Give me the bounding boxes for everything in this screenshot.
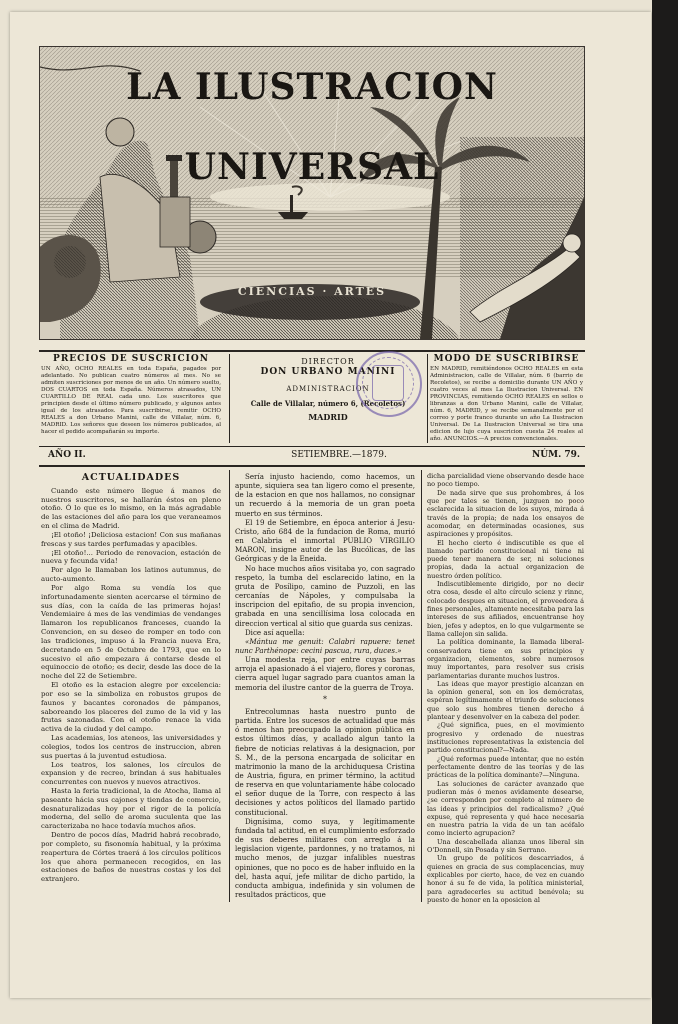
paragraph: Sería injusto haciendo, como hacemos, un apunte, siquiera sea tan ligero como el presente, de la estacion en que nos hallamos, no consignar un recuerdo á la memoria de un gran poeta muerto en sus términos.	[235, 472, 415, 518]
director-name: DON URBANO MANINI	[260, 367, 396, 377]
paragraph: Por algo Roma su vendía los que infortunadamente sienten acercarse el término de sus días, con la caída de las primeras hojas! Vendemiaire á mes de las vendimias de vendanges llamaron los republicanos franceses, cuando la Convencion, en su deseo de romper en todo con las tradiciones, impuso á la Francia nueva Era, decretando en 5 de Octubre de 1793, que en lo sucesivo el año empezara á contarse desde el equinoccio de otoño; es decir, desde las doce de la noche del 22 de Setiembre.	[41, 583, 221, 681]
rule-bottom	[39, 465, 585, 467]
paragraph: El otoño es la estacion alegre por excelencia: por eso se la simboliza en robustos grupos de faunos y bacantes coronados de pámpanos, saboreando los placeres del zumo de la vid y las frutas sazonadas. Con el otoño renace la vida activa de la ciudad y del campo.	[41, 681, 221, 734]
mode-heading: MODO DE SUSCRIBIRSE	[433, 354, 580, 364]
issue-date: SETIEMBRE.—1879.	[291, 450, 387, 460]
masthead-subtitle: CIENCIAS · ARTES	[237, 285, 387, 298]
paragraph: Hasta la feria tradicional, la de Atocha, llama al paseante hácia sus cajones y tiendas de comercio, desnaturalizadas hoy por el rigor de la policía moderna, del sello de aroma suculenta que las caracterizaba no hace todavía muchos años.	[41, 786, 221, 831]
subscription-heading: PRECIOS DE SUSCRICION	[53, 354, 209, 364]
article-heading: ACTUALIDADES	[81, 472, 181, 483]
paragraph: Por algo le llamaban los latinos autumnus, de aucto-aumento.	[41, 566, 221, 584]
paragraph: Dignísima, como suya, y legítimamente fundada tal actitud, en el cumplimiento esforzado de sus deberes militares con arreglo á la legislacion vigente, pardonnes, y no tratamos, ni mucho menos, de juzgar infalibles nuestras opiniones, que no poco es de haber influido en la del, hasta aquí, jefe militar de dicho partido, la conducta ambigua, indefinida y sin volumen de resultados prácticos, que	[235, 816, 415, 900]
article-column-1	[41, 472, 221, 884]
column-divider-2	[421, 470, 422, 902]
subscription-mode	[430, 356, 583, 443]
paragraph: Una descabellada alianza unos liberal sin O'Donnell, sin Posada y sin Serrano.	[427, 837, 584, 855]
administration-label: ADMINISTRACION	[286, 385, 370, 393]
issue-number: NÚM. 79.	[532, 450, 580, 460]
paragraph: ¿Qué significa, pues, en el movimiento progresivo y ordenado de nuestras instituciones representativas la existencia del partido constitucional?—Nada.	[427, 721, 584, 755]
masthead-title: LA ILUSTRACION UNIVERSAL	[126, 66, 498, 188]
issue-year: AÑO II.	[48, 450, 86, 460]
article-column-3	[427, 472, 584, 904]
paragraph: Las ideas que mayor prestigio alcanzan en la opinion general, son en los demócratas, espéran legítimamente el triunfo de soluciones que solo sus hombres tienen derecho á plantear y desenvolver en la cabeza del poder.	[427, 679, 584, 722]
paragraph: El 19 de Setiembre, en época anterior á Jesu-Cristo, año 684 de la fundacion de Roma, murió en Calabria el inmortal PUBLIO VIRGILIO MARON, insigne autor de las Bucólicas, de las Geórgicas y de la Eneida.	[235, 517, 415, 564]
admin-city: MADRID	[308, 412, 348, 422]
director-label: DIRECTOR	[301, 357, 355, 366]
column-divider-1	[229, 470, 230, 902]
article-column-2	[235, 472, 415, 899]
admin-address: Calle de Villalar, número 6, (Recoletos)	[250, 399, 406, 408]
paragraph: ¡El otoño!... Periodo de renovacion, estación de nueva y fecunda vida!	[41, 548, 221, 566]
stamp-crest	[372, 365, 404, 401]
paragraph: Indiscutiblemente dirigido, por no decir otra cosa, desde el alto círculo scienz y rinnc, colocado despues en situacion, el proveedora á fines personales, altamente necesitaba para las intereses de sus afiliados, encuentranse hoy bien, jefes y adeptos, en lo que vulgarmente se llama callejon sin salida.	[427, 580, 584, 638]
subscription-prices	[41, 356, 221, 436]
paragraph: ¡El otoño! ¡Deliciosa estacion! Con sus mañanas frescas y sus tardes perfumadas y apacibles.	[41, 530, 221, 548]
paragraph: Un grupo de políticos descarriados, á quienes en gracia de sus complacencias, muy explicables por cierto, hace, de vez en cuando honor á su fe de vida, la política ministerial, para agradecerles su actitud benévola; su puesto de honor en la oposicion al	[427, 854, 584, 904]
paragraph: Las academias, los ateneos, las universidades y colegios, todos los centros de instruccion, abren sus puertas á la juventud estudiosa.	[41, 734, 221, 760]
section-stars: *	[323, 694, 327, 704]
scan-border	[652, 0, 678, 1024]
paragraph: Cuando este número llegue á manos de nuestros suscritores, se hallarán éstos en pleno otoño. Ó lo que es lo mismo, en la más agradable de las estaciones del año para los que veraneamos en el clima de Madrid.	[41, 486, 221, 531]
paragraph: Una modesta reja, por entre cuyas barras arroja el apasionado á el viajero, flores y coronas, cierra aquel lugar sagrado para cuantos aman la memoria del ilustre cantor de la guerra de Troya.	[235, 655, 415, 692]
paragraph: Dice así aquella:	[245, 627, 305, 637]
subscription-text: UN AÑO, OCHO REALES en toda España, pagados por adelantado. No publican cuatro números al mes. No se admiten suscriciones por menos de un año. Un número suelto, DOS CUARTOS en toda España. Números atrasados, UN CUARTILLO DE REAL cada uno. Los suscritores que principien desde el último número publicado, y algunos antes igual de los atrasados. Para suscribirse, remitir OCHO REALES a don Urbano Manini, calle de Villalar, núm. 6, MADRID. Los señores que deseen los números publicados, al hacer el pedido acompañarán su importe.	[41, 366, 221, 435]
masthead-illustration	[39, 46, 585, 340]
paragraph: «Mántua me genuit: Calabri rapuere: tenet nunc Parthénope: cecini pascua, rura, duces.»	[235, 636, 415, 655]
paragraph: De nada sirve que sus prohombres, á los que por tales se tienen, juzguen no poco esclarecida la situacion de los suyos, mirada á través de la propia; de nada los ensayos de acomodar, en determinadas ocasiones, sus aspiraciones y propósitos.	[427, 488, 584, 539]
paragraph: Los teatros, los salones, los círculos de expansion y de recreo, brindan á sus habituales concurrentes con nuevos y nuevos atractivos.	[41, 760, 221, 787]
divider-2	[427, 354, 428, 443]
paragraph: La política dominante, la llamada liberal-conservadora tiene en sus principios y organizacion, elementos, sobre numerosos muy importantes, para resolver sus crisis parlamentarias durante muchos lustros.	[427, 638, 584, 680]
paragraph: Las soluciones de carácter avanzado que pudieran más ó menos avidamente desearse, ¿se corresponden por completo al número de las ideas y principios del radicalismo? ¿Qué expuse, qué representa y qué hace necesaria en nuestra patria la vida de un tan acéfalo como incierto agrupacion?	[427, 779, 584, 838]
paragraph: Dentro de pocos días, Madrid habrá recobrado, por completo, su fisonomía habitual, y la próxima reapertura de Córtes traerá á los círculos políticos los que ahora permanecen recogidos, en las estaciones de baños de nuestras costas y los del extranjero.	[41, 831, 221, 884]
mode-text: EN MADRID, remitiéndonos OCHO REALES en esta Administracion, calle de Villalar, núm. 6 (barrio de Recoletos), se recibe a domicilio durante UN AÑO y cuatro veces al mes La Ilustracion Universal. EN PROVINCIAS, remitiendo OCHO REALES en sellos o libranzas a don Urbano Manini, calle de Villalar, núm. 6, MADRID, y se recibe semanalmente por el correo y porte franco durante un año La Ilustracion Universal. De La Ilustracion Universal se tira una edicion de lujo cuya suscricion cuesta 24 reales al año. ANUNCIOS.—A precios convencionales.	[430, 366, 583, 442]
paragraph: ¿Qué reformas puede intentar, que no estén perfectamente dentro de las teorías y de las prácticas de la política dominante?—Ninguna.	[427, 754, 584, 780]
paragraph: Entrecolumnas hasta nuestro punto de partida. Entre los sucesos de actualidad que más ó menos han preocupado la opinion pública en estos últimos días, y acallado algun tanto la fiebre de noticias relativas á la designacion, por S. M., de la persona encargada de solicitar en matrimonio la mano de la archiduquesa Cristina de Austria, figura, en primer término, la actitud de reserva en que voluntariamente hábe colocado el señor duque de la Torre, con respecto á las decisiones y actos políticos del llamado partido constitucional.	[235, 706, 415, 817]
paragraph: No hace muchos años visitaba yo, con sagrado respeto, la tumba del esclarecido latino, en la gruta de Posílipo, camino de Puzzoli, en las cercanías de Nápoles, y compulsaba la inscripcion del epitafio, de su propia invencion, grabada en una sencillísima losa colocada en direccion vertical al sitio que guarda sus cenizas.	[235, 563, 415, 628]
paragraph: dicha parcialidad viene observando desde hace no poco tiempo.	[427, 472, 584, 489]
rule-mid	[39, 446, 585, 447]
rule-top	[39, 350, 585, 352]
paragraph: El hecho cierto é indiscutible es que el llamado partido constitucional ni tiene ni puede tener manera de ser, ni soluciones propias, dada la actual organizacion de nuestro órden político.	[427, 538, 584, 580]
library-stamp	[356, 351, 422, 417]
divider-1	[229, 354, 230, 443]
